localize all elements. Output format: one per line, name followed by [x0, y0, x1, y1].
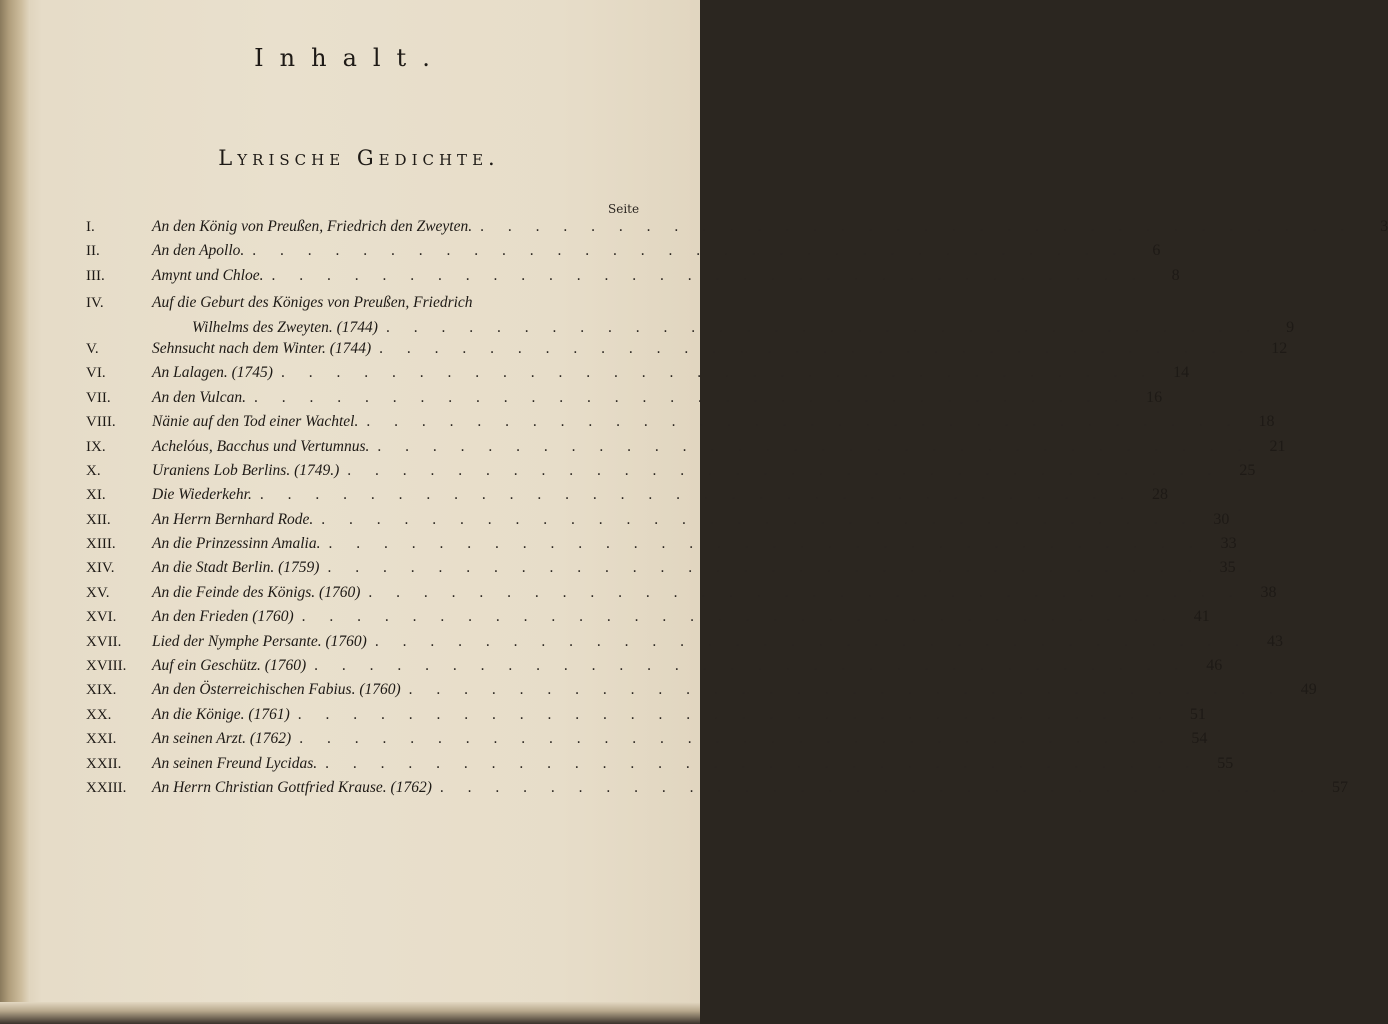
toc-entry — [86, 266, 1180, 291]
toc-entry-number: XII. — [86, 511, 111, 528]
toc-entry-title-line — [152, 218, 1354, 236]
leader-dots: . . . . . . . . . . . . . . . . . . . . . . . . . . . . . . . . — [368, 583, 1243, 601]
toc-entry-number: II. — [86, 243, 100, 260]
leader-dots: . . . . . . . . . . . . . . . . . . . . . . . . . . . . . . . . — [297, 705, 1172, 723]
toc-entry-number: XI. — [86, 487, 106, 504]
toc-entry-title-line — [152, 608, 1176, 626]
toc-entry-number: XXI. — [86, 731, 117, 748]
toc-entry-title-continuation-line — [152, 316, 1260, 340]
toc-entry-number: XVII. — [86, 633, 122, 650]
leader-dots: . . . . . . . . . . . . . . . . . . . . . . . . . . . . . . . . — [314, 657, 1189, 675]
toc-entry-number: VIII. — [86, 414, 116, 431]
page-heading: Inhalt. — [254, 44, 446, 72]
leader-dots: . . . . . . . . . . . . . . . . . . . . . . . . . . . . . . . . — [374, 632, 1249, 650]
toc-entry-title-line — [152, 706, 1172, 724]
toc-entry-page: 51 — [1189, 705, 1206, 723]
toc-entry-number: VI. — [86, 365, 106, 382]
toc-entry — [86, 510, 1230, 535]
leader-dots: . . . . . . . . . . . . . . . . . . . . . . . . . . . . . . . . — [377, 437, 1252, 455]
toc-entry-page: 25 — [1239, 461, 1256, 479]
toc-entry-page: 6 — [1152, 242, 1161, 260]
toc-entry-title: Lied der Nymphe Persante. (1760) — [152, 632, 367, 650]
leader-dots: . . . . . . . . . . . . . . . . . . . . . . . . . . . . . . . . — [299, 730, 1174, 748]
toc-entry-title-line — [152, 657, 1188, 675]
toc-entry-number: X. — [86, 462, 101, 479]
toc-entry — [86, 681, 1317, 705]
toc-entry-title-line — [152, 511, 1195, 529]
toc-entry-page: 41 — [1193, 608, 1210, 626]
table-of-contents — [86, 218, 1388, 803]
toc-entry — [86, 461, 1256, 486]
toc-entry — [86, 632, 1283, 657]
toc-entry-title-line — [152, 730, 1173, 748]
toc-entry-number: III. — [86, 267, 105, 284]
toc-entry-title: Die Wiederkehr. — [152, 486, 252, 504]
toc-entry — [86, 535, 1237, 559]
leader-dots: . . . . . . . . . . . . . . . . . . . . . . . . . . . . . . . . — [366, 413, 1241, 431]
toc-entry-number: XVIII. — [86, 658, 127, 675]
toc-entry-page: 38 — [1260, 583, 1277, 601]
leader-dots: . . . . . . . . . . . . . . . . . . . . . . . . . . . . . . . . — [480, 218, 1355, 235]
page-bottom-edge — [0, 1002, 700, 1024]
leader-dots: . . . . . . . . . . . . . . . . . . . . . . . . . . . . . . . . — [439, 779, 1314, 796]
leader-dots: . . . . . . . . . . . . . . . . . . . . . . . . . . . . . . . . — [325, 754, 1200, 772]
toc-entry-title-block — [152, 291, 1260, 340]
toc-entry-title: An die Könige. (1761) — [152, 705, 290, 723]
toc-entry-page: 55 — [1217, 754, 1234, 772]
toc-entry-title: An Herrn Bernhard Rode. — [152, 510, 314, 528]
toc-entry-title-continuation: Wilhelms des Zweyten. (1744) — [192, 318, 378, 336]
toc-entry-title-line — [152, 584, 1242, 602]
toc-entry-title: Uraniens Lob Berlins. (1749.) — [152, 461, 340, 479]
leader-dots: . . . . . . . . . . . . . . . . . . . . . . . . . . . . . . . . — [347, 461, 1222, 479]
toc-entry-page: 3 — [1380, 218, 1388, 235]
toc-entry-page: 8 — [1171, 266, 1180, 284]
toc-entry — [86, 705, 1206, 730]
toc-entry-title-line — [152, 779, 1314, 797]
toc-entry-title: An den Apollo. — [152, 242, 245, 260]
toc-entry-number: I. — [86, 219, 95, 235]
leader-dots: . . . . . . . . . . . . . . . . . . . . . . . . . . . . . . . . — [379, 339, 1254, 357]
toc-entry — [86, 364, 1190, 388]
toc-entry-title: An die Prinzessinn Amalia. — [152, 535, 321, 553]
toc-entry — [86, 779, 1348, 803]
leader-dots: . . . . . . . . . . . . . . . . . . . . . . . . . . . . . . . . — [259, 486, 1134, 504]
toc-entry-number: VII. — [86, 389, 111, 406]
toc-entry-number: XIII. — [86, 536, 116, 553]
toc-entry-page: 12 — [1271, 339, 1288, 357]
toc-entry-page: 28 — [1151, 486, 1168, 504]
toc-entry-title: Sehnsucht nach dem Winter. (1744) — [152, 339, 372, 357]
leader-dots: . . . . . . . . . . . . . . . . . . . . . . . . . . . . . . . . — [271, 266, 1146, 284]
toc-entry-title-line — [152, 681, 1283, 699]
toc-entry-title: An seinen Arzt. (1762) — [152, 730, 292, 748]
toc-entry-page: 30 — [1213, 510, 1230, 528]
toc-entry-number: XIX. — [86, 682, 117, 699]
toc-entry — [86, 242, 1161, 266]
toc-entry-page: 14 — [1173, 364, 1190, 382]
toc-entry-number: XVI. — [86, 609, 117, 626]
toc-entry-number: IV. — [86, 295, 104, 312]
toc-entry — [86, 583, 1277, 608]
toc-entry-title-line — [152, 438, 1252, 456]
toc-entry — [86, 413, 1275, 437]
toc-entry-title: Amynt und Chloe. — [152, 266, 264, 284]
toc-entry-page: 35 — [1219, 559, 1236, 577]
toc-entry-title: An den Frieden (1760) — [152, 608, 294, 626]
toc-entry-title-line — [152, 486, 1134, 504]
toc-entry-page: 49 — [1300, 681, 1317, 699]
leader-dots: . . . . . . . . . . . . . . . . . . . . . . . . . . . . . . . . — [321, 510, 1196, 528]
toc-entry-title: Achelóus, Bacchus und Vertumnus. — [152, 437, 370, 455]
toc-entry-number: XIV. — [86, 560, 115, 577]
toc-entry-number: XXII. — [86, 755, 122, 772]
toc-entry-number: XXIII. — [86, 780, 127, 796]
toc-entry — [86, 388, 1163, 413]
toc-entry-title: An den Vulcan. — [152, 388, 246, 406]
leader-dots: . . . . . . . . . . . . . . . . . . . . . . . . . . . . . . . . — [252, 242, 1127, 260]
toc-entry-number: IX. — [86, 438, 106, 455]
toc-entry-title: An den Österreichischen Fabius. (1760) — [152, 681, 401, 699]
leader-dots: . . . . . . . . . . . . . . . . . . . . . . . . . . . . . . . . — [253, 388, 1129, 406]
toc-entry-title-line — [152, 535, 1203, 553]
toc-entry-title-line — [152, 389, 1128, 407]
leader-dots: . . . . . . . . . . . . . . . . . . . . . . . . . . . . . . . . — [328, 535, 1203, 553]
toc-entry-title: Auf ein Geschütz. (1760) — [152, 657, 307, 675]
toc-entry-title-line — [152, 755, 1199, 773]
toc-entry-title: Auf die Geburt des Königes von Preußen, Friedrich — [152, 294, 473, 312]
toc-entry — [86, 291, 1295, 340]
toc-entry-number: XX. — [86, 706, 112, 723]
toc-entry — [86, 754, 1234, 779]
toc-entry — [86, 437, 1286, 462]
toc-entry-page: 16 — [1146, 388, 1163, 406]
leader-dots: . . . . . . . . . . . . . . . . . . . . . . . . . . . . . . . . — [385, 318, 1261, 336]
toc-entry-title-line — [152, 267, 1146, 285]
toc-entry — [86, 559, 1236, 583]
toc-entry-title: An seinen Freund Lycidas. — [152, 754, 318, 772]
toc-entry-page: 18 — [1258, 413, 1275, 431]
toc-entry-title-line — [152, 340, 1253, 358]
leader-dots: . . . . . . . . . . . . . . . . . . . . . . . . . . . . . . . . — [327, 559, 1202, 577]
toc-entry-page: 21 — [1269, 437, 1286, 455]
toc-entry-title-line — [152, 364, 1155, 382]
toc-entry-page: 33 — [1220, 535, 1237, 553]
toc-entry-number: XV. — [86, 584, 110, 601]
toc-entry-number: V. — [86, 340, 99, 357]
toc-entry — [86, 486, 1168, 510]
toc-entry-title-line — [152, 413, 1241, 431]
leader-dots: . . . . . . . . . . . . . . . . . . . . . . . . . . . . . . . . — [408, 681, 1283, 699]
toc-entry — [86, 657, 1223, 681]
toc-entry-title-line — [152, 633, 1249, 651]
toc-entry-page: 46 — [1206, 657, 1223, 675]
toc-entry — [86, 730, 1208, 754]
toc-entry-title: An Lalagen. (1745) — [152, 364, 273, 382]
toc-entry-title-line — [152, 559, 1202, 577]
page-column-label: Seite — [608, 202, 640, 216]
toc-entry-page: 57 — [1332, 779, 1348, 796]
toc-entry-title: An Herrn Christian Gottfried Krause. (1762) — [152, 779, 432, 796]
toc-entry-page: 43 — [1266, 632, 1283, 650]
leader-dots: . . . . . . . . . . . . . . . . . . . . . . . . . . . . . . . . — [301, 608, 1176, 626]
toc-entry-title-line — [152, 242, 1126, 260]
toc-entry-title: An die Feinde des Königs. (1760) — [152, 583, 361, 601]
toc-entry-title: Nänie auf den Tod einer Wachtel. — [152, 413, 359, 431]
leader-dots: . . . . . . . . . . . . . . . . . . . . . . . . . . . . . . . . — [280, 364, 1156, 382]
toc-entry — [86, 608, 1210, 632]
toc-entry — [86, 339, 1288, 364]
toc-entry-page: 9 — [1286, 318, 1295, 336]
toc-entry — [86, 218, 1388, 242]
toc-entry-title-line — [152, 462, 1221, 480]
toc-entry-title: An den König von Preußen, Friedrich den Zweyten. — [152, 218, 473, 235]
section-title: Lyrische Gedichte. — [218, 146, 500, 170]
toc-entry-page: 54 — [1191, 730, 1208, 748]
toc-entry-title: An die Stadt Berlin. (1759) — [152, 559, 320, 577]
